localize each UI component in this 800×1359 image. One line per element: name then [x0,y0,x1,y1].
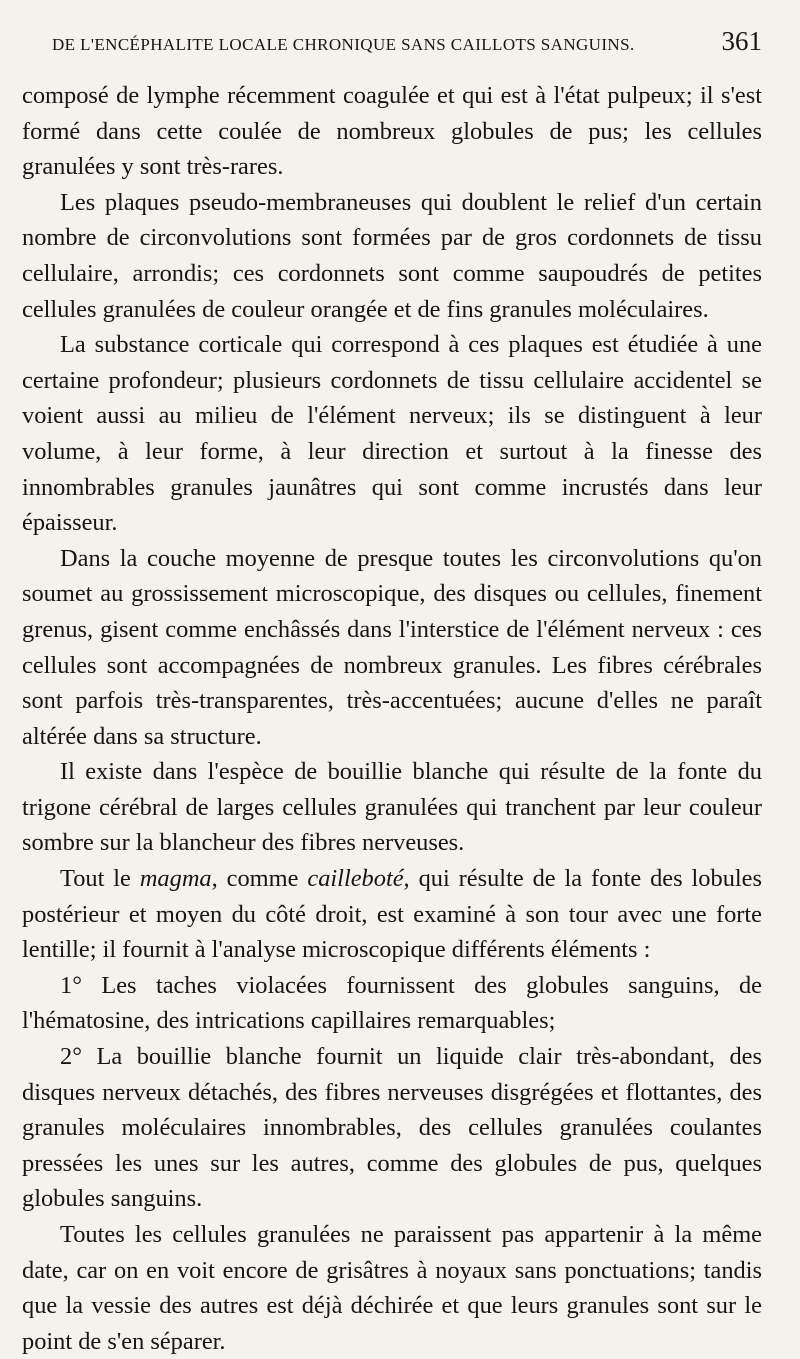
paragraph [22,754,762,861]
text-segment: Les plaques pseudo-membraneuses qui doublent le relief d'un certain nombre de circonvolutions sont formées par de gros cordonnets de tissu cellulaire, arrondis; ces cordonnets sont comme saupoudrés de petites cellules granulées de couleur orangée et de fins granules moléculaires. [22,188,762,323]
paragraph [22,327,762,541]
text-segment: Dans la couche moyenne de presque toutes les circonvolutions qu'on soumet au grossissement microscopique, des disques ou cellules, finement grenus, gisent comme enchâssés dans l'interstice de l'élément nerveux : ces cellules sont accompagnées de nombreux granules. Les fibres cérébrales sont parfois très-transparentes, très-accentuées; aucune d'elles ne paraît altérée dans sa structure. [22,544,762,750]
body-text [22,78,762,1359]
text-segment: 1° Les taches violacées fournissent des globules sanguins, de l'hématosine, des intrications capillaires remarquables; [22,971,762,1035]
text-segment: , comme [211,865,308,893]
text-segment: La substance corticale qui correspond à ces plaques est étudiée à une certaine profondeur; plusieurs cordonnets de tissu cellulaire accidentel se voient aussi au milieu de l'élément nerveux; ils se distinguent à leur volume, à leur forme, à leur direction et surtout à la finesse des innombrables granules jaunâtres qui sont comme incrustés dans leur épaisseur. [22,331,762,537]
page-number: 361 [721,26,762,56]
paragraph [22,968,762,1039]
paragraph [22,1039,762,1217]
paragraph [22,185,762,327]
italic-term: magma [139,865,212,893]
paragraph [22,78,762,185]
paragraph [22,541,762,755]
text-segment: Il existe dans l'espèce de bouillie blanche qui résulte de la fonte du trigone cérébral de larges cellules granulées qui tranchent par leur couleur sombre sur la blancheur des fibres nerveuses. [22,758,762,857]
text-segment: 2° La bouillie blanche fournit un liquide clair très-abondant, des disques nerveux détachés, des fibres nerveuses disgrégées et flottantes, des granules moléculaires innombrables, des cellules granulées coulantes pressées les unes sur les autres, comme des globules de pus, quelques globules sanguins. [22,1043,762,1213]
paragraph [22,861,762,968]
text-segment: composé de lymphe récemment coagulée et qui est à l'état pulpeux; il s'est formé dans cette coulée de nombreux globules de pus; les cellules granulées y sont très-rares. [22,82,762,181]
text-segment: , qui résulte de la fonte des lobules postérieur et moyen du côté droit, est examiné à son tour avec une forte lentille; il fournit à l'analyse microscopique différents éléments : [22,865,762,964]
paragraph [22,1217,762,1359]
running-head: DE L'ENCÉPHALITE LOCALE CHRONIQUE SANS CAILLOTS SANGUINS. [52,35,635,54]
page-header [22,26,762,78]
text-segment: Tout le [60,865,140,893]
italic-term: cailleboté [307,865,404,893]
text-segment: Toutes les cellules granulées ne paraissent pas appartenir à la même date, car on en voit encore de grisâtres à noyaux sans ponctuations; tandis que la vessie des autres est déjà déchirée et que leurs granules sont sur le point de s'en séparer. [22,1221,762,1355]
